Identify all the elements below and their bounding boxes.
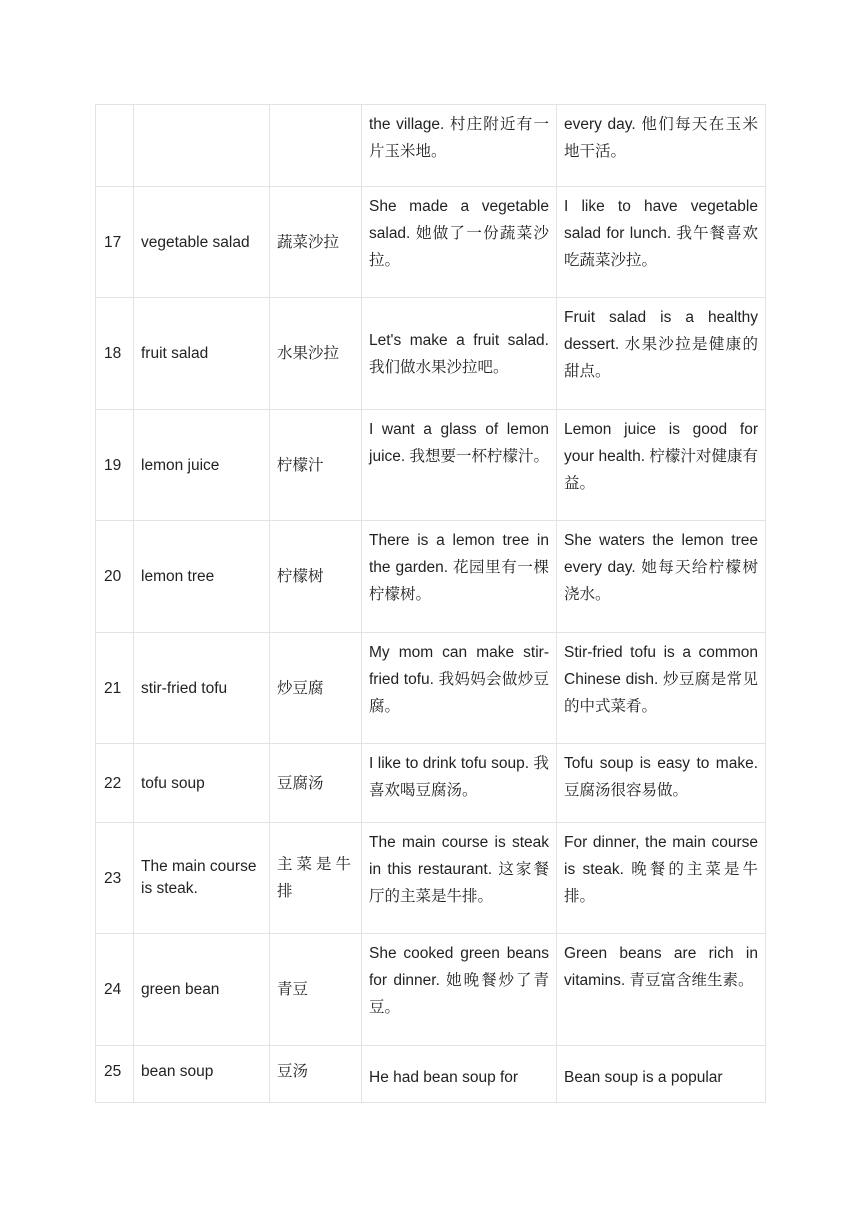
example-sentence-2: every day. 他们每天在玉米地干活。 <box>557 105 766 187</box>
phrase-cell: fruit salad <box>134 298 270 410</box>
example-sentence-1: She cooked green beans for dinner. 她晚餐炒了青豆。 <box>362 934 557 1046</box>
example-sentence-2: Fruit salad is a healthy dessert. 水果沙拉是健康的甜点。 <box>557 298 766 410</box>
phrase-cell: vegetable salad <box>134 187 270 298</box>
example-sentence-2: Green beans are rich in vitamins. 青豆富含维生素。 <box>557 934 766 1046</box>
meaning-cell: 柠檬树 <box>270 521 362 633</box>
table-row <box>96 298 766 410</box>
row-number <box>96 105 134 187</box>
example-sentence-2: Bean soup is a popular <box>557 1046 766 1103</box>
example-sentence-1: I like to drink tofu soup. 我喜欢喝豆腐汤。 <box>362 744 557 823</box>
meaning-cell <box>270 105 362 187</box>
table-row <box>96 1046 766 1103</box>
table-row <box>96 633 766 744</box>
table-row <box>96 410 766 521</box>
vocabulary-table <box>95 104 766 1103</box>
phrase-cell: stir-fried tofu <box>134 633 270 744</box>
example-sentence-1: Let's make a fruit salad. 我们做水果沙拉吧。 <box>362 298 557 410</box>
meaning-cell: 炒豆腐 <box>270 633 362 744</box>
example-sentence-2: Tofu soup is easy to make. 豆腐汤很容易做。 <box>557 744 766 823</box>
row-number: 17 <box>96 187 134 298</box>
example-sentence-1: I want a glass of lemon juice. 我想要一杯柠檬汁。 <box>362 410 557 521</box>
row-number: 22 <box>96 744 134 823</box>
phrase-cell: lemon juice <box>134 410 270 521</box>
row-number: 24 <box>96 934 134 1046</box>
row-number: 18 <box>96 298 134 410</box>
phrase-cell: lemon tree <box>134 521 270 633</box>
example-sentence-1: He had bean soup for <box>362 1046 557 1103</box>
meaning-cell: 青豆 <box>270 934 362 1046</box>
meaning-cell: 豆腐汤 <box>270 744 362 823</box>
phrase-cell: green bean <box>134 934 270 1046</box>
table-row <box>96 934 766 1046</box>
example-sentence-1: the village. 村庄附近有一片玉米地。 <box>362 105 557 187</box>
meaning-cell: 水果沙拉 <box>270 298 362 410</box>
example-sentence-1: The main course is steak in this restaurant. 这家餐厅的主菜是牛排。 <box>362 823 557 934</box>
row-number: 25 <box>96 1046 134 1103</box>
row-number: 21 <box>96 633 134 744</box>
row-number: 19 <box>96 410 134 521</box>
meaning-cell: 柠檬汁 <box>270 410 362 521</box>
meaning-cell: 豆汤 <box>270 1046 362 1103</box>
row-number: 20 <box>96 521 134 633</box>
example-sentence-1: There is a lemon tree in the garden. 花园里有一棵柠檬树。 <box>362 521 557 633</box>
example-sentence-2: For dinner, the main course is steak. 晚餐的主菜是牛排。 <box>557 823 766 934</box>
table-row <box>96 823 766 934</box>
example-sentence-1: My mom can make stir-fried tofu. 我妈妈会做炒豆腐。 <box>362 633 557 744</box>
phrase-cell <box>134 105 270 187</box>
example-sentence-1: She made a vegetable salad. 她做了一份蔬菜沙拉。 <box>362 187 557 298</box>
table-row <box>96 187 766 298</box>
meaning-cell: 蔬菜沙拉 <box>270 187 362 298</box>
meaning-cell: 主菜是牛排 <box>270 823 362 934</box>
example-sentence-2: I like to have vegetable salad for lunch. 我午餐喜欢吃蔬菜沙拉。 <box>557 187 766 298</box>
table-row <box>96 521 766 633</box>
phrase-cell: tofu soup <box>134 744 270 823</box>
example-sentence-2: Stir-fried tofu is a common Chinese dish. 炒豆腐是常见的中式菜肴。 <box>557 633 766 744</box>
table-row <box>96 744 766 823</box>
row-number: 23 <box>96 823 134 934</box>
table-row <box>96 105 766 187</box>
example-sentence-2: Lemon juice is good for your health. 柠檬汁对健康有益。 <box>557 410 766 521</box>
phrase-cell: The main course is steak. <box>134 823 270 934</box>
phrase-cell: bean soup <box>134 1046 270 1103</box>
example-sentence-2: She waters the lemon tree every day. 她每天给柠檬树浇水。 <box>557 521 766 633</box>
